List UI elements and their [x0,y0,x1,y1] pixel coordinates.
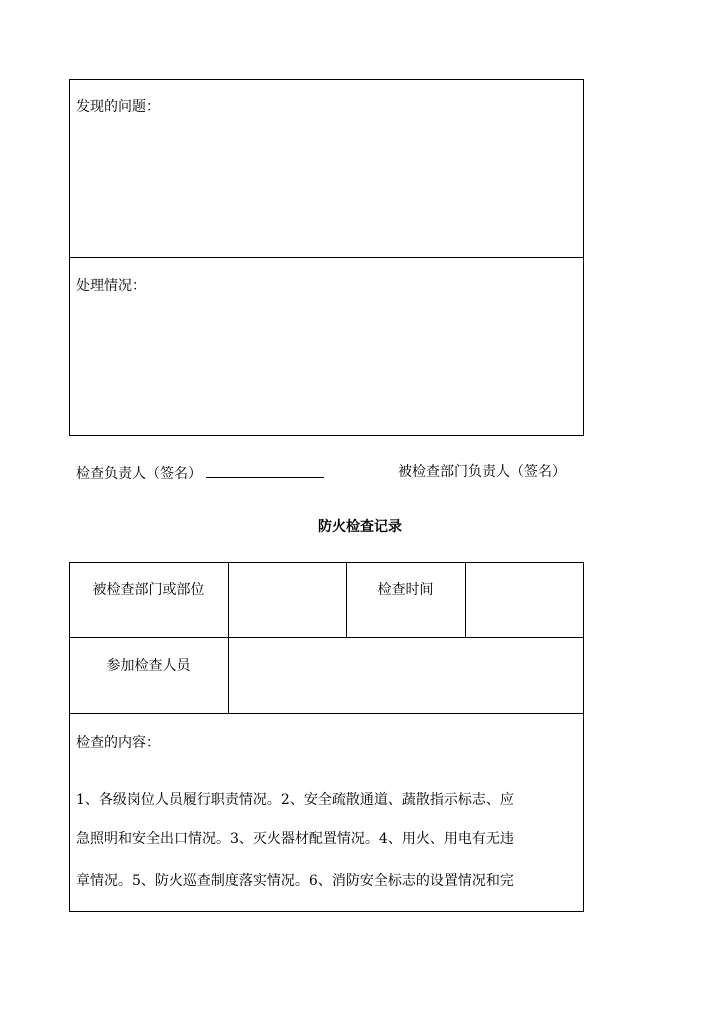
inspection-content-line: 急照明和安全出口情况。3、灭火器材配置情况。4、用火、用电有无违 [76,831,514,847]
participants-label: 参加检查人员 [106,658,191,674]
participants-value[interactable] [234,656,578,676]
issues-form-divider [69,257,584,258]
inspector-signature-blank[interactable] [206,462,324,478]
inspection-content-line: 章情况。5、防火巡查制度落实情况。6、消防安全标志的设置情况和完 [76,873,514,889]
record-title: 防火检查记录 [318,519,402,535]
inspector-signature [76,462,324,484]
record-col-divider-1 [228,562,229,714]
record-row-divider-2 [69,713,584,714]
inspected-dept-value[interactable] [234,580,340,600]
inspection-time-label: 检查时间 [377,582,434,598]
inspection-time-value[interactable] [471,580,579,600]
inspector-signature-label: 检查负责人（签名） [76,466,202,482]
problems-found-label: 发现的问题： [76,99,160,115]
record-row-divider-1 [69,637,584,638]
inspection-content-label: 检查的内容： [76,735,160,751]
inspected-dept-label: 被检查部门或部位 [92,582,205,598]
inspection-content-line: 1、各级岗位人员履行职责情况。2、安全疏散通道、蔬散指示标志、应 [76,792,514,808]
handling-status-label: 处理情况： [76,278,146,294]
record-col-divider-3 [465,562,466,638]
record-col-divider-2 [346,562,347,638]
dept-head-signature-label: 被检查部门负责人（签名） [398,464,566,480]
